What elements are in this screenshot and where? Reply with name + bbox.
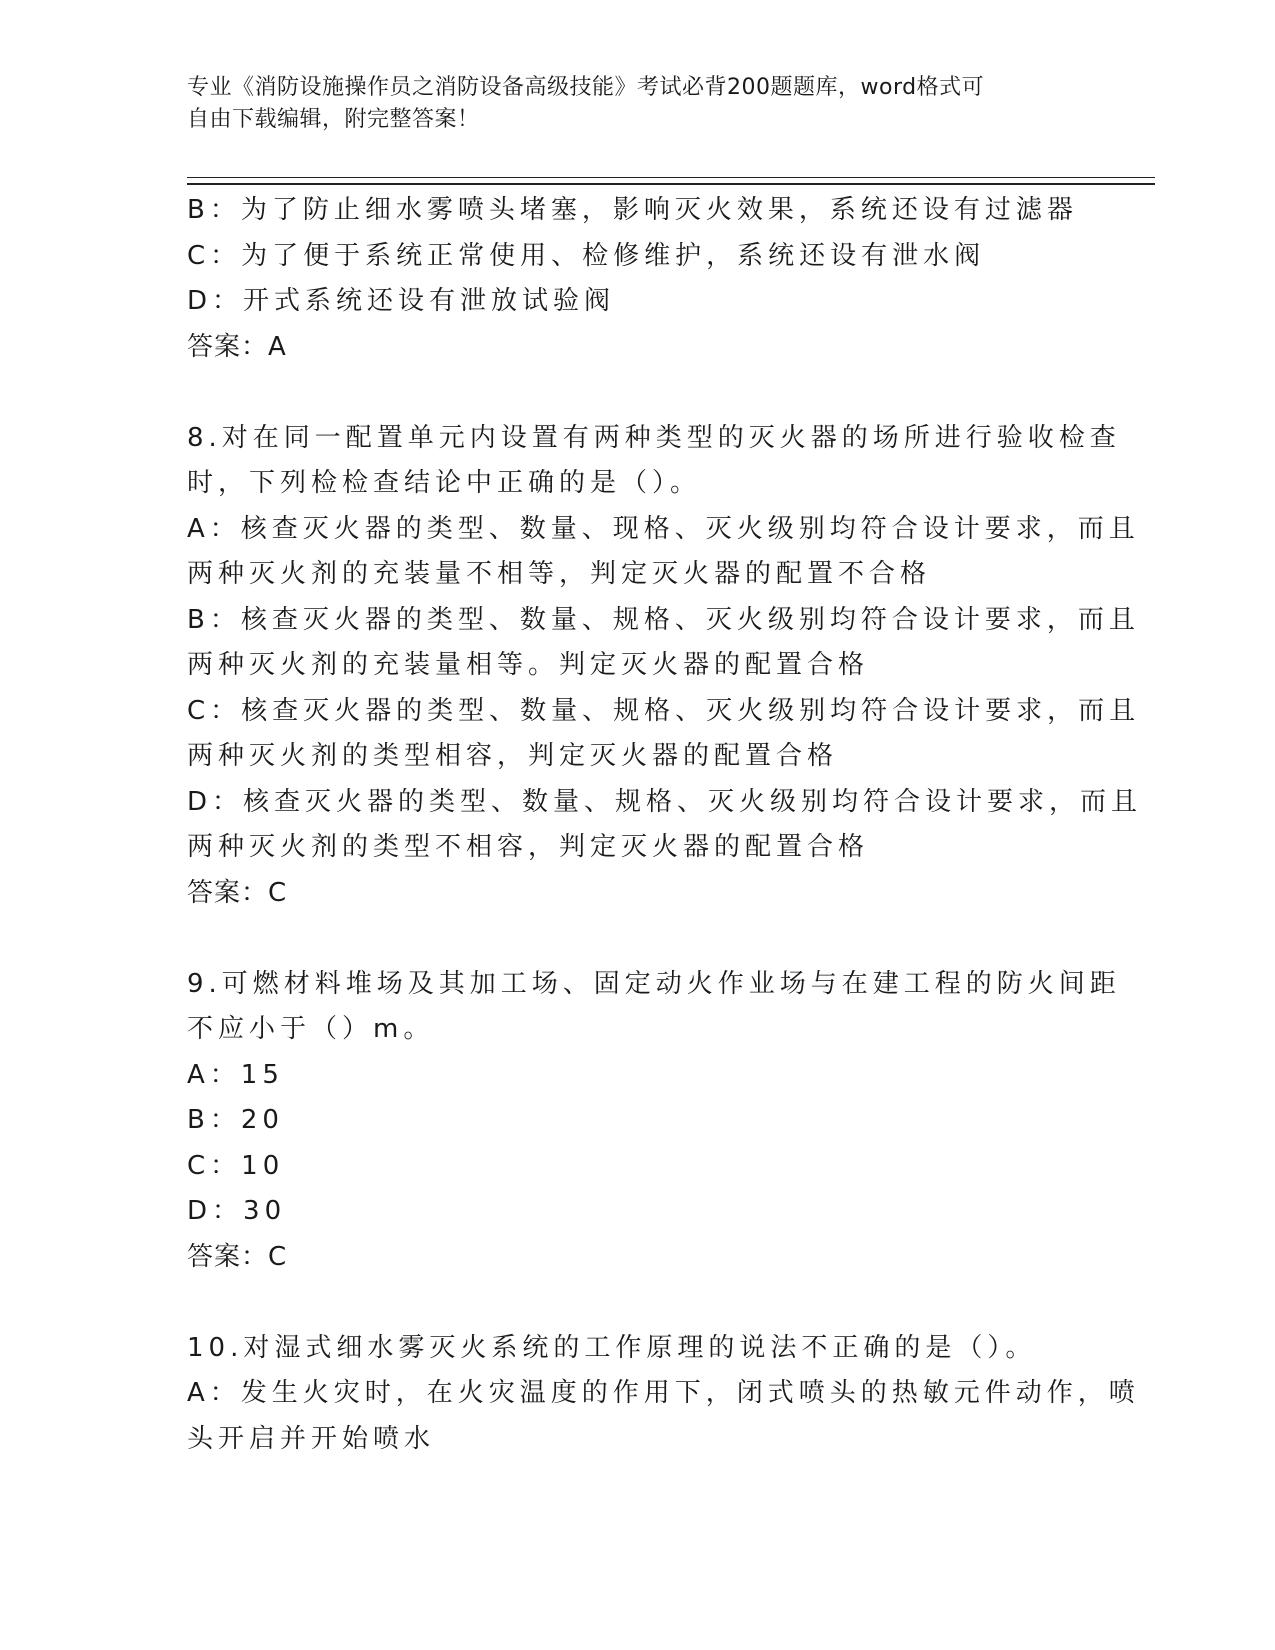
- q8-option-a-line-2: 两种灭火剂的充装量不相等，判定灭火器的配置不合格: [187, 559, 932, 589]
- header-line-2: 自由下载编辑，附完整答案！: [187, 107, 480, 132]
- q7-option-c: C：为了便于系统正常使用、检修维护，系统还设有泄水阀: [187, 240, 986, 271]
- document-header: [187, 72, 1067, 136]
- q10-stem: 10.对湿式细水雾灭火系统的工作原理的说法不正确的是（）。: [187, 1332, 1037, 1363]
- q7-answer: 答案：A: [187, 331, 287, 362]
- q10-option-a-line-1: A：发生火灾时，在火灾温度的作用下，闭式喷头的热敏元件动作，喷: [187, 1378, 1140, 1408]
- q8-option-c-line-2: 两种灭火剂的类型相容，判定灭火器的配置合格: [187, 741, 839, 771]
- q8-option-d-line-1: D：核查灭火器的类型、数量、规格、灭火级别均符合设计要求，而且: [187, 786, 1143, 817]
- header-rule-thick: [187, 183, 1155, 185]
- question-9: [187, 962, 1121, 1281]
- q8-option-b-line-2: 两种灭火剂的充装量相等。判定灭火器的配置合格: [187, 650, 870, 680]
- q9-option-c: C：10: [187, 1150, 285, 1181]
- q8-stem-line-2: 时，下列检检查结论中正确的是（）。: [187, 468, 702, 498]
- q8-option-b-line-1: B：核查灭火器的类型、数量、规格、灭火级别均符合设计要求，而且: [187, 604, 1140, 635]
- q9-option-b: B：20: [187, 1105, 284, 1135]
- spacer: [187, 370, 1087, 416]
- q7-option-d: D：开式系统还设有泄放试验阀: [187, 286, 616, 316]
- q9-answer: 答案：C: [187, 1241, 288, 1272]
- question-8: [187, 416, 1143, 917]
- q9-stem-line-2: 不应小于（）m。: [187, 1014, 435, 1044]
- header-rule-thin: [187, 177, 1155, 178]
- q8-stem-line-1: 8.对在同一配置单元内设置有两种类型的灭火器的场所进行验收检查: [187, 422, 1121, 453]
- q9-option-d: D：30: [187, 1196, 287, 1226]
- q8-option-c-line-1: C：核查灭火器的类型、数量、规格、灭火级别均符合设计要求，而且: [187, 695, 1141, 726]
- q8-option-a-line-1: A：核查灭火器的类型、数量、现格、灭火级别均符合设计要求，而且: [187, 513, 1140, 544]
- q7-option-b: B：为了防止细水雾喷头堵塞，影响灭火效果，系统还设有过滤器: [187, 195, 1078, 225]
- q9-stem-line-1: 9.可燃材料堆场及其加工场、固定动火作业场与在建工程的防火间距: [187, 968, 1121, 999]
- spacer: [187, 1280, 1087, 1326]
- q8-option-d-line-2: 两种灭火剂的类型不相容，判定灭火器的配置合格: [187, 832, 870, 862]
- question-7-tail: [187, 188, 1087, 370]
- q9-option-a: A：15: [187, 1059, 284, 1090]
- header-line-1: 专业《消防设施操作员之消防设备高级技能》考试必背200题题库，word格式可: [187, 75, 985, 100]
- question-content: [187, 188, 1143, 1462]
- question-10: [187, 1326, 1140, 1463]
- spacer: [187, 916, 1087, 962]
- q10-option-a-line-2: 头开启并开始喷水: [187, 1423, 436, 1454]
- q8-answer: 答案：C: [187, 877, 288, 908]
